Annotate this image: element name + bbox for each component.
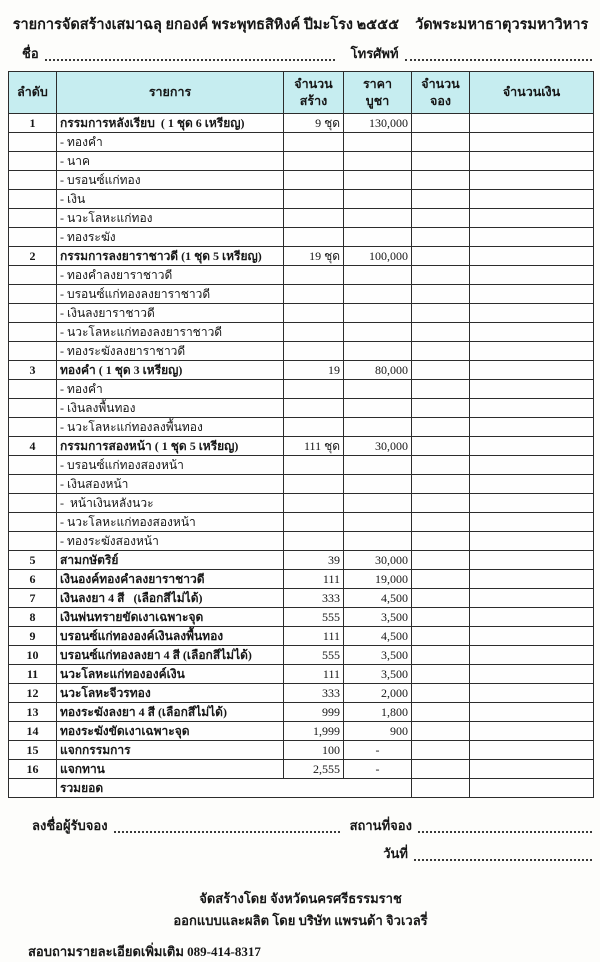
- name-fill-line: [45, 59, 335, 61]
- credits-block: [8, 888, 593, 932]
- price-cell: [344, 494, 412, 513]
- table-row: [9, 665, 594, 684]
- reserved-cell: [412, 456, 470, 475]
- phone-fill-line: [405, 59, 592, 61]
- item-cell: ทองระฆังขัดเงาเฉพาะจุด: [57, 722, 284, 741]
- price-cell: -: [344, 760, 412, 779]
- price-cell: [344, 285, 412, 304]
- reserved-cell: [412, 722, 470, 741]
- price-cell: [344, 513, 412, 532]
- price-cell: 2,000: [344, 684, 412, 703]
- table-row: [9, 551, 594, 570]
- row-number-cell: 9: [9, 627, 57, 646]
- col-header-price-line1: ราคา: [362, 77, 393, 92]
- item-cell: - เงินสองหน้า: [57, 475, 284, 494]
- item-cell: นวะโลหะแก่ทององค์เงิน: [57, 665, 284, 684]
- item-cell: - นวะโลหะแก่ทองลงยาราชาวดี: [57, 323, 284, 342]
- row-number-cell: 3: [9, 361, 57, 380]
- amount-cell: [470, 722, 594, 741]
- item-cell: กรรมการลงยาราชาวดี (1 ชุด 5 เหรียญ): [57, 247, 284, 266]
- table-row: [9, 171, 594, 190]
- amount-cell: [470, 665, 594, 684]
- item-cell: - ทองคำ: [57, 133, 284, 152]
- item-cell: กรรมการสองหน้า ( 1 ชุด 5 เหรียญ): [57, 437, 284, 456]
- reserved-cell: [412, 646, 470, 665]
- price-cell: [344, 380, 412, 399]
- amount-cell: [470, 494, 594, 513]
- item-cell: กรรมการหลังเรียบ ( 1 ชุด 6 เหรียญ): [57, 114, 284, 133]
- date-label: วันที่: [383, 846, 408, 861]
- qty-cell: [284, 304, 344, 323]
- table-body: [9, 114, 594, 798]
- date-line: [8, 843, 593, 864]
- reserved-cell: [412, 152, 470, 171]
- qty-cell: 2,555: [284, 760, 344, 779]
- row-number-cell: 10: [9, 646, 57, 665]
- order-table: [8, 71, 594, 798]
- row-number-cell: 16: [9, 760, 57, 779]
- col-header-item-label: รายการ: [148, 85, 192, 100]
- designed-by-line: ออกแบบและผลิต โดย บริษัท แพรนด้า จิวเวลรี่: [173, 913, 428, 928]
- qty-cell: 555: [284, 646, 344, 665]
- table-row: [9, 304, 594, 323]
- row-number-cell: 11: [9, 665, 57, 684]
- item-cell: เงินพ่นทรายขัดเงาเฉพาะจุด: [57, 608, 284, 627]
- row-number-cell: [9, 475, 57, 494]
- amount-cell: [470, 304, 594, 323]
- qty-cell: [284, 513, 344, 532]
- amount-cell: [470, 171, 594, 190]
- item-cell: ทองคำ ( 1 ชุด 3 เหรียญ): [57, 361, 284, 380]
- qty-cell: [284, 380, 344, 399]
- row-number-cell: [9, 152, 57, 171]
- table-row: [9, 475, 594, 494]
- item-cell: - ทองคำลงยาราชาวดี: [57, 266, 284, 285]
- col-header-qty-line1: จำนวน: [294, 77, 333, 92]
- item-cell: เงินองค์ทองคำลงยาราชาวดี: [57, 570, 284, 589]
- page-title-part2: วัดพระมหาธาตุวรมหาวิหาร: [415, 17, 589, 33]
- row-number-cell: [9, 266, 57, 285]
- row-number-cell: [9, 342, 57, 361]
- qty-cell: [284, 475, 344, 494]
- table-row: [9, 418, 594, 437]
- amount-cell: [470, 551, 594, 570]
- contact-phone-line: สอบถามรายละเอียดเพิ่มเติม 089-414-8317: [28, 944, 261, 959]
- qty-cell: [284, 456, 344, 475]
- reserved-cell: [412, 266, 470, 285]
- qty-cell: [284, 342, 344, 361]
- total-row: [9, 779, 594, 798]
- col-header-qty: [284, 72, 344, 114]
- qty-cell: 39: [284, 551, 344, 570]
- table-row: [9, 247, 594, 266]
- amount-cell: [470, 361, 594, 380]
- amount-cell: [470, 266, 594, 285]
- amount-cell: [470, 209, 594, 228]
- row-number-cell: 5: [9, 551, 57, 570]
- col-header-item: [57, 72, 284, 114]
- price-cell: [344, 228, 412, 247]
- table-row: [9, 152, 594, 171]
- reserved-cell: [412, 513, 470, 532]
- row-number-cell: 4: [9, 437, 57, 456]
- reserved-cell: [412, 589, 470, 608]
- col-header-amount-label: จำนวนเงิน: [502, 85, 561, 100]
- price-cell: 3,500: [344, 646, 412, 665]
- item-cell: แจกทาน: [57, 760, 284, 779]
- reserved-cell: [412, 494, 470, 513]
- item-cell: บรอนซ์แก่ทองลงยา 4 สี (เลือกสีไม่ได้): [57, 646, 284, 665]
- amount-cell: [470, 380, 594, 399]
- table-row: [9, 513, 594, 532]
- amount-cell: [470, 703, 594, 722]
- name-phone-line: [22, 43, 593, 64]
- table-row: [9, 741, 594, 760]
- made-by-line: จัดสร้างโดย จังหวัดนครศรีธรรมราช: [199, 891, 402, 906]
- qty-cell: [284, 209, 344, 228]
- item-cell: - ทองระฆังลงยาราชาวดี: [57, 342, 284, 361]
- amount-cell: [470, 456, 594, 475]
- item-cell: - ทองระฆังสองหน้า: [57, 532, 284, 551]
- qty-cell: [284, 266, 344, 285]
- col-header-price: [344, 72, 412, 114]
- price-cell: [344, 152, 412, 171]
- price-cell: 4,500: [344, 627, 412, 646]
- reserved-cell: [412, 304, 470, 323]
- amount-cell: [470, 513, 594, 532]
- table-row: [9, 190, 594, 209]
- table-row: [9, 532, 594, 551]
- qty-cell: [284, 494, 344, 513]
- item-cell: - บรอนซ์แก่ทอง: [57, 171, 284, 190]
- col-header-no: [9, 72, 57, 114]
- row-number-cell: [9, 304, 57, 323]
- date-fill-line: [414, 859, 592, 861]
- table-row: [9, 437, 594, 456]
- row-number-cell: [9, 380, 57, 399]
- row-number-cell: [9, 399, 57, 418]
- row-number-cell: 7: [9, 589, 57, 608]
- row-number-cell: [9, 779, 57, 798]
- item-cell: นวะโลหะจีวรทอง: [57, 684, 284, 703]
- qty-cell: 999: [284, 703, 344, 722]
- price-cell: [344, 418, 412, 437]
- qty-cell: 555: [284, 608, 344, 627]
- amount-cell: [470, 570, 594, 589]
- reserved-cell: [412, 532, 470, 551]
- qty-cell: [284, 171, 344, 190]
- item-cell: แจกกรรมการ: [57, 741, 284, 760]
- item-cell: - หน้าเงินหลังนวะ: [57, 494, 284, 513]
- reserved-cell: [412, 114, 470, 133]
- row-number-cell: 2: [9, 247, 57, 266]
- table-row: [9, 342, 594, 361]
- page-title-part1: รายการจัดสร้างเสมาฉลุ ยกองค์ พระพุทธสิหิงค์ ปีมะโรง ๒๕๕๕: [12, 17, 400, 33]
- amount-cell: [470, 475, 594, 494]
- item-cell: สามกษัตริย์: [57, 551, 284, 570]
- qty-cell: 111: [284, 570, 344, 589]
- col-header-no-label: ลำดับ: [17, 85, 48, 100]
- price-cell: 100,000: [344, 247, 412, 266]
- price-cell: 30,000: [344, 437, 412, 456]
- col-header-amount: [470, 72, 594, 114]
- price-cell: 1,800: [344, 703, 412, 722]
- reserved-cell: [412, 380, 470, 399]
- price-cell: 30,000: [344, 551, 412, 570]
- item-cell: - นวะโลหะแก่ทอง: [57, 209, 284, 228]
- price-cell: [344, 399, 412, 418]
- item-cell: - เงินลงยาราชาวดี: [57, 304, 284, 323]
- item-cell: - เงิน: [57, 190, 284, 209]
- price-cell: 900: [344, 722, 412, 741]
- price-cell: [344, 342, 412, 361]
- qty-cell: 333: [284, 684, 344, 703]
- item-cell: บรอนซ์แก่ทององค์เงินลงพื้นทอง: [57, 627, 284, 646]
- row-number-cell: 8: [9, 608, 57, 627]
- reserved-cell: [412, 684, 470, 703]
- reserved-cell: [412, 323, 470, 342]
- item-cell: - ทองคำ: [57, 380, 284, 399]
- col-header-reserved-label: จำนวนจอง: [421, 77, 460, 108]
- item-cell: ทองระฆังลงยา 4 สี (เลือกสีไม่ได้): [57, 703, 284, 722]
- reserved-cell: [412, 285, 470, 304]
- table-row: [9, 703, 594, 722]
- name-label: ชื่อ: [22, 46, 39, 61]
- qty-cell: 1,999: [284, 722, 344, 741]
- table-header: [9, 72, 594, 114]
- row-number-cell: 1: [9, 114, 57, 133]
- reserved-cell: [412, 437, 470, 456]
- reserved-cell: [412, 133, 470, 152]
- row-number-cell: [9, 494, 57, 513]
- table-row: [9, 760, 594, 779]
- qty-cell: [284, 152, 344, 171]
- amount-cell: [470, 779, 594, 798]
- col-header-qty-line2: สร้าง: [299, 93, 328, 108]
- qty-cell: 100: [284, 741, 344, 760]
- qty-cell: 111: [284, 627, 344, 646]
- table-row: [9, 589, 594, 608]
- price-cell: -: [344, 741, 412, 760]
- reserved-cell: [412, 209, 470, 228]
- table-row: [9, 380, 594, 399]
- item-cell: เงินลงยา 4 สี (เลือกสีไม่ได้): [57, 589, 284, 608]
- qty-cell: [284, 133, 344, 152]
- price-cell: [344, 209, 412, 228]
- price-cell: 80,000: [344, 361, 412, 380]
- qty-cell: 19: [284, 361, 344, 380]
- reserved-cell: [412, 570, 470, 589]
- price-cell: [344, 475, 412, 494]
- col-header-price-line2: บูชา: [365, 93, 390, 108]
- amount-cell: [470, 133, 594, 152]
- price-cell: 130,000: [344, 114, 412, 133]
- row-number-cell: [9, 323, 57, 342]
- row-number-cell: 12: [9, 684, 57, 703]
- price-cell: 3,500: [344, 665, 412, 684]
- amount-cell: [470, 741, 594, 760]
- table-row: [9, 399, 594, 418]
- row-number-cell: [9, 209, 57, 228]
- header-row: [9, 72, 594, 114]
- phone-label: โทรศัพท์: [350, 46, 399, 61]
- reserved-cell: [412, 741, 470, 760]
- price-cell: [344, 190, 412, 209]
- amount-cell: [470, 437, 594, 456]
- price-cell: [344, 266, 412, 285]
- reserved-cell: [412, 703, 470, 722]
- table-row: [9, 570, 594, 589]
- table-row: [9, 361, 594, 380]
- row-number-cell: [9, 418, 57, 437]
- item-cell: - นาค: [57, 152, 284, 171]
- row-number-cell: [9, 228, 57, 247]
- reserved-cell: [412, 551, 470, 570]
- reserved-cell: [412, 247, 470, 266]
- item-cell: - นวะโลหะแก่ทองลงพื้นทอง: [57, 418, 284, 437]
- qty-cell: [284, 190, 344, 209]
- table-row: [9, 133, 594, 152]
- page-title: [8, 13, 593, 36]
- qty-cell: 111: [284, 665, 344, 684]
- amount-cell: [470, 247, 594, 266]
- qty-cell: [284, 399, 344, 418]
- price-cell: [344, 133, 412, 152]
- amount-cell: [470, 114, 594, 133]
- total-label-cell: รวมยอด: [57, 779, 412, 798]
- qty-cell: 9 ชุด: [284, 114, 344, 133]
- row-number-cell: 14: [9, 722, 57, 741]
- table-row: [9, 646, 594, 665]
- price-cell: 19,000: [344, 570, 412, 589]
- row-number-cell: 13: [9, 703, 57, 722]
- qty-cell: [284, 285, 344, 304]
- reserved-cell: [412, 779, 470, 798]
- qty-cell: 333: [284, 589, 344, 608]
- amount-cell: [470, 323, 594, 342]
- table-row: [9, 456, 594, 475]
- table-row: [9, 608, 594, 627]
- reserved-cell: [412, 228, 470, 247]
- reserved-cell: [412, 399, 470, 418]
- amount-cell: [470, 627, 594, 646]
- qty-cell: 111 ชุด: [284, 437, 344, 456]
- item-cell: - เงินลงพื้นทอง: [57, 399, 284, 418]
- amount-cell: [470, 152, 594, 171]
- price-cell: [344, 456, 412, 475]
- price-cell: [344, 532, 412, 551]
- amount-cell: [470, 760, 594, 779]
- price-cell: [344, 323, 412, 342]
- reserved-cell: [412, 475, 470, 494]
- item-cell: - นวะโลหะแก่ทองสองหน้า: [57, 513, 284, 532]
- row-number-cell: [9, 513, 57, 532]
- row-number-cell: [9, 190, 57, 209]
- sign-fill-line: [114, 831, 340, 833]
- qty-cell: [284, 228, 344, 247]
- table-row: [9, 627, 594, 646]
- amount-cell: [470, 228, 594, 247]
- qty-cell: [284, 323, 344, 342]
- price-cell: [344, 171, 412, 190]
- amount-cell: [470, 190, 594, 209]
- price-cell: [344, 304, 412, 323]
- amount-cell: [470, 646, 594, 665]
- price-cell: 4,500: [344, 589, 412, 608]
- amount-cell: [470, 684, 594, 703]
- table-row: [9, 266, 594, 285]
- qty-cell: [284, 418, 344, 437]
- reserved-cell: [412, 418, 470, 437]
- table-row: [9, 722, 594, 741]
- reserved-cell: [412, 171, 470, 190]
- reserved-cell: [412, 342, 470, 361]
- reserved-cell: [412, 608, 470, 627]
- amount-cell: [470, 399, 594, 418]
- reserved-cell: [412, 361, 470, 380]
- qty-cell: 19 ชุด: [284, 247, 344, 266]
- signature-line: [32, 815, 593, 836]
- price-cell: 3,500: [344, 608, 412, 627]
- reserved-cell: [412, 760, 470, 779]
- row-number-cell: [9, 285, 57, 304]
- col-header-reserved: [412, 72, 470, 114]
- table-row: [9, 209, 594, 228]
- row-number-cell: 6: [9, 570, 57, 589]
- qty-cell: [284, 532, 344, 551]
- table-row: [9, 228, 594, 247]
- reserved-cell: [412, 627, 470, 646]
- row-number-cell: 15: [9, 741, 57, 760]
- item-cell: - บรอนซ์แก่ทองสองหน้า: [57, 456, 284, 475]
- table-row: [9, 684, 594, 703]
- amount-cell: [470, 285, 594, 304]
- amount-cell: [470, 608, 594, 627]
- amount-cell: [470, 418, 594, 437]
- amount-cell: [470, 589, 594, 608]
- table-row: [9, 494, 594, 513]
- table-row: [9, 114, 594, 133]
- table-row: [9, 323, 594, 342]
- row-number-cell: [9, 171, 57, 190]
- row-number-cell: [9, 456, 57, 475]
- amount-cell: [470, 532, 594, 551]
- row-number-cell: [9, 133, 57, 152]
- item-cell: - ทองระฆัง: [57, 228, 284, 247]
- row-number-cell: [9, 532, 57, 551]
- item-cell: - บรอนซ์แก่ทองลงยาราชาวดี: [57, 285, 284, 304]
- amount-cell: [470, 342, 594, 361]
- place-fill-line: [418, 831, 592, 833]
- sign-label: ลงชื่อผู้รับจอง: [32, 818, 108, 833]
- reserved-cell: [412, 190, 470, 209]
- reserved-cell: [412, 665, 470, 684]
- table-row: [9, 285, 594, 304]
- place-label: สถานที่จอง: [349, 818, 412, 833]
